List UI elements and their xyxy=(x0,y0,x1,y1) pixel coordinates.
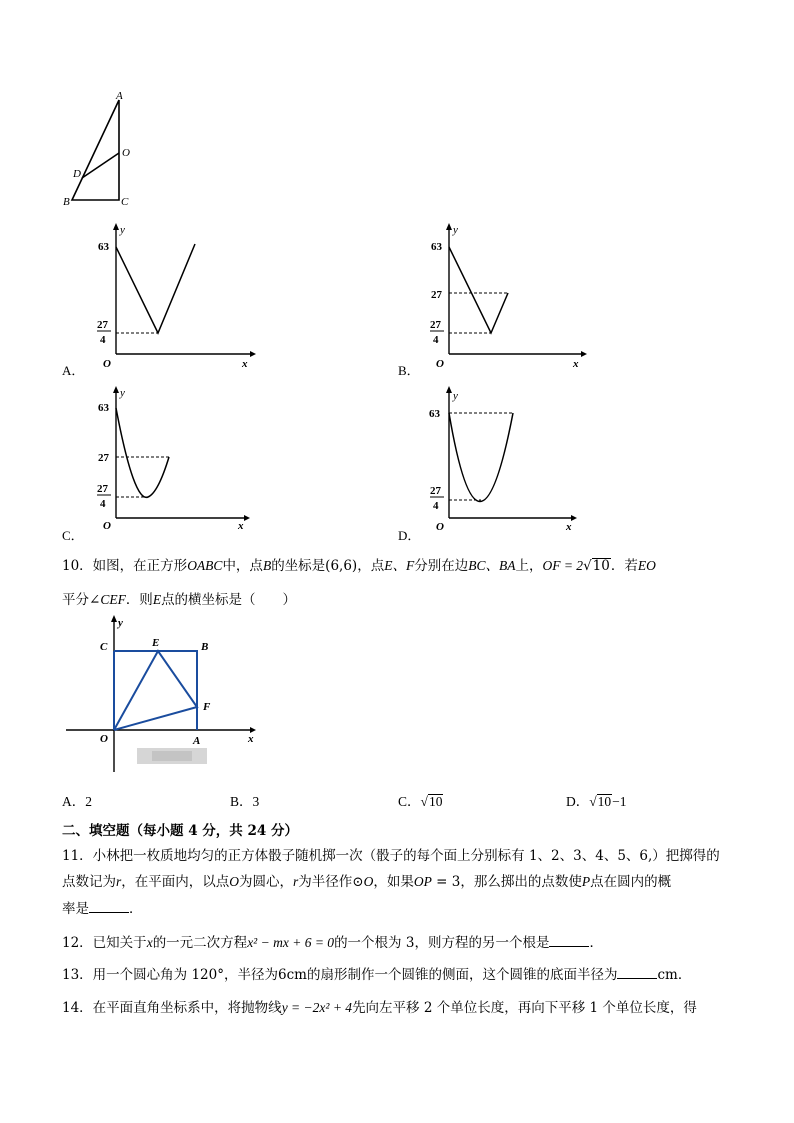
tick-frac-num: 27 xyxy=(430,319,441,331)
axis-x-label: x xyxy=(248,733,254,745)
label-c: C xyxy=(100,641,108,653)
tick-63: 63 xyxy=(98,402,109,414)
label-o: O xyxy=(100,733,108,745)
label-a: A xyxy=(193,735,201,747)
tick-63: 63 xyxy=(98,241,109,253)
q10-line2: 平分∠CEF．则E点的横坐标是（ ） xyxy=(62,592,297,608)
choice-c[interactable]: C．√10 xyxy=(398,794,443,809)
q11-line3: 率是 ． xyxy=(62,898,742,919)
label-o: O xyxy=(122,147,130,159)
tick-frac-den: 4 xyxy=(433,500,439,512)
answer-blank[interactable] xyxy=(549,932,589,947)
label-d: D xyxy=(73,168,81,180)
tick-frac-num: 27 xyxy=(97,319,108,331)
q12-line: 12．已知关于x的一元二次方程x² − mx + 6 = 0的一个根为 3，则方程的另一个根是 ． xyxy=(62,932,742,953)
choice-d[interactable]: D．√10−1 xyxy=(566,794,627,809)
tick-frac-den: 4 xyxy=(100,498,106,510)
q10-line1: 10．如图，在正方形OABC中，点B的坐标是(6,6)，点E、F分别在边BC、BA上，OF = 2√10．若EO xyxy=(62,558,656,574)
axis-y-label: y xyxy=(453,224,458,236)
graph-c xyxy=(90,385,260,535)
label-c: C xyxy=(121,196,129,208)
answer-blank[interactable] xyxy=(89,898,129,913)
axis-x-label: x xyxy=(566,521,572,533)
label-f: F xyxy=(203,701,211,713)
option-a-label: A． xyxy=(62,363,85,378)
axis-y-label: y xyxy=(120,387,125,399)
origin-label: O xyxy=(103,358,111,370)
tick-frac-num: 27 xyxy=(97,483,108,495)
axis-x-label: x xyxy=(238,520,244,532)
sqrt-symbol: √ xyxy=(589,794,597,809)
section-2-heading: 二、填空题（每小题 4 分，共 24 分） xyxy=(62,823,298,839)
tick-63: 63 xyxy=(431,241,442,253)
q14-line: 14．在平面直角坐标系中，将抛物线y = −2x² + 4先向左平移 2 个单位长度，再向下平移 1 个单位长度，得 xyxy=(62,1000,697,1016)
axis-y-label: y xyxy=(120,224,125,236)
sqrt-symbol: √ xyxy=(583,558,592,574)
tick-27: 27 xyxy=(431,289,442,301)
graph-d xyxy=(423,385,593,535)
choice-a[interactable]: A．2 xyxy=(62,794,92,809)
q10-choices xyxy=(62,790,742,812)
tick-frac-num: 27 xyxy=(430,485,441,497)
label-a: A xyxy=(116,90,123,102)
origin-label: O xyxy=(436,358,444,370)
option-d-label: D． xyxy=(398,528,421,543)
option-c-label: C． xyxy=(62,528,84,543)
graph-b xyxy=(423,222,593,372)
axis-y-label: y xyxy=(118,617,123,629)
axis-x-label: x xyxy=(242,358,248,370)
tick-frac-den: 4 xyxy=(100,334,106,346)
tick-frac-den: 4 xyxy=(433,334,439,346)
label-e: E xyxy=(152,637,160,649)
origin-label: O xyxy=(103,520,111,532)
axis-x-label: x xyxy=(573,358,579,370)
sqrt-symbol: √ xyxy=(420,794,428,809)
graph-a xyxy=(90,222,260,372)
q11-line1: 11．小林把一枚质地均匀的正方体骰子随机掷一次（骰子的每个面上分别标有 1、2、3、4、5、6,）把掷得的 xyxy=(62,848,720,864)
square-figure xyxy=(62,612,267,777)
q11-line2: 点数记为r，在平面内，以点O为圆心，r为半径作⊙O，如果OP = 3，那么掷出的点数使P点在圆内的概 xyxy=(62,874,672,890)
choice-b[interactable]: B．3 xyxy=(230,794,260,809)
answer-blank[interactable] xyxy=(617,964,657,979)
option-b-label: B． xyxy=(398,363,420,378)
tick-27: 27 xyxy=(98,452,109,464)
axis-y-label: y xyxy=(453,390,458,402)
triangle-figure xyxy=(60,88,140,210)
q13-line: 13．用一个圆心角为 120°，半径为6cm的扇形制作一个圆锥的侧面，这个圆锥的底面半径为 cm． xyxy=(62,964,742,985)
label-b: B xyxy=(201,641,209,653)
label-b: B xyxy=(63,196,70,208)
tick-63: 63 xyxy=(429,408,440,420)
origin-label: O xyxy=(436,521,444,533)
